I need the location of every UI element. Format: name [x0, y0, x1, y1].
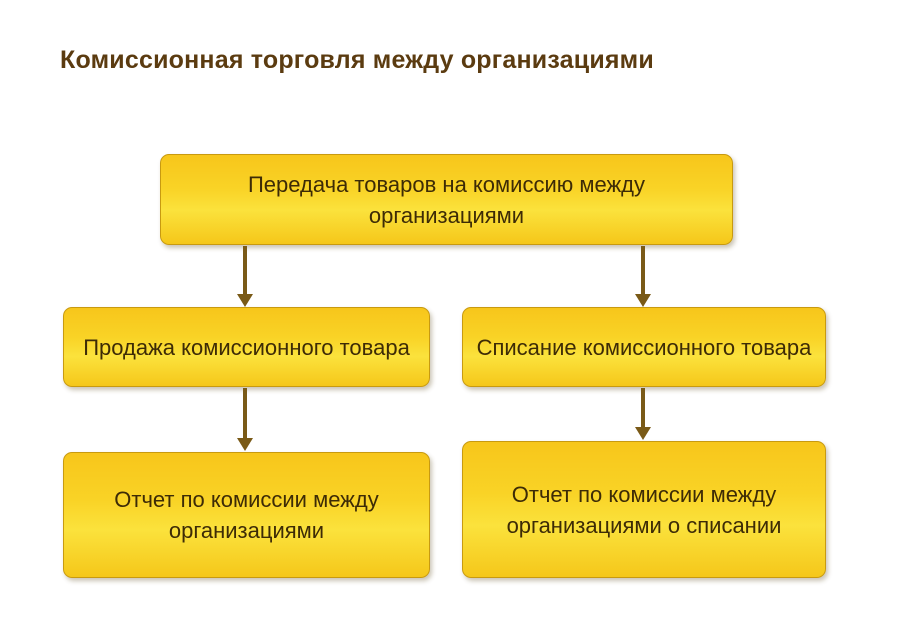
node-writeoff-of-commission-goods[interactable] — [462, 307, 826, 387]
node-label: Продажа комиссионного товара — [83, 334, 410, 360]
node-transfer-goods-on-commission[interactable] — [160, 154, 733, 245]
node-commission-report-writeoff[interactable] — [462, 441, 826, 578]
arrow-down-icon-transfer-to-sale — [243, 246, 259, 308]
node-commission-report-between-organizations[interactable] — [63, 452, 430, 578]
arrow-down-icon-sale-to-report — [243, 388, 259, 453]
node-label: Отчет по комиссии между организациями о списании — [506, 481, 782, 538]
node-sale-of-commission-goods[interactable] — [63, 307, 430, 387]
arrow-shaft — [243, 246, 247, 296]
node-label: Списание комиссионного товара — [476, 334, 812, 360]
page-title: Комиссионная торговля между организациями — [60, 46, 654, 74]
arrow-shaft — [641, 388, 645, 429]
arrow-head — [237, 294, 253, 307]
arrow-head — [635, 294, 651, 307]
arrow-shaft — [243, 388, 247, 440]
arrow-head — [635, 427, 651, 440]
arrow-down-icon-writeoff-to-report — [641, 388, 657, 442]
arrow-head — [237, 438, 253, 451]
arrow-down-icon-transfer-to-writeoff — [641, 246, 657, 308]
node-label: Отчет по комиссии между организациями — [114, 487, 379, 543]
arrow-shaft — [641, 246, 645, 296]
node-label: Передача товаров на комиссию между организациями — [247, 171, 646, 228]
